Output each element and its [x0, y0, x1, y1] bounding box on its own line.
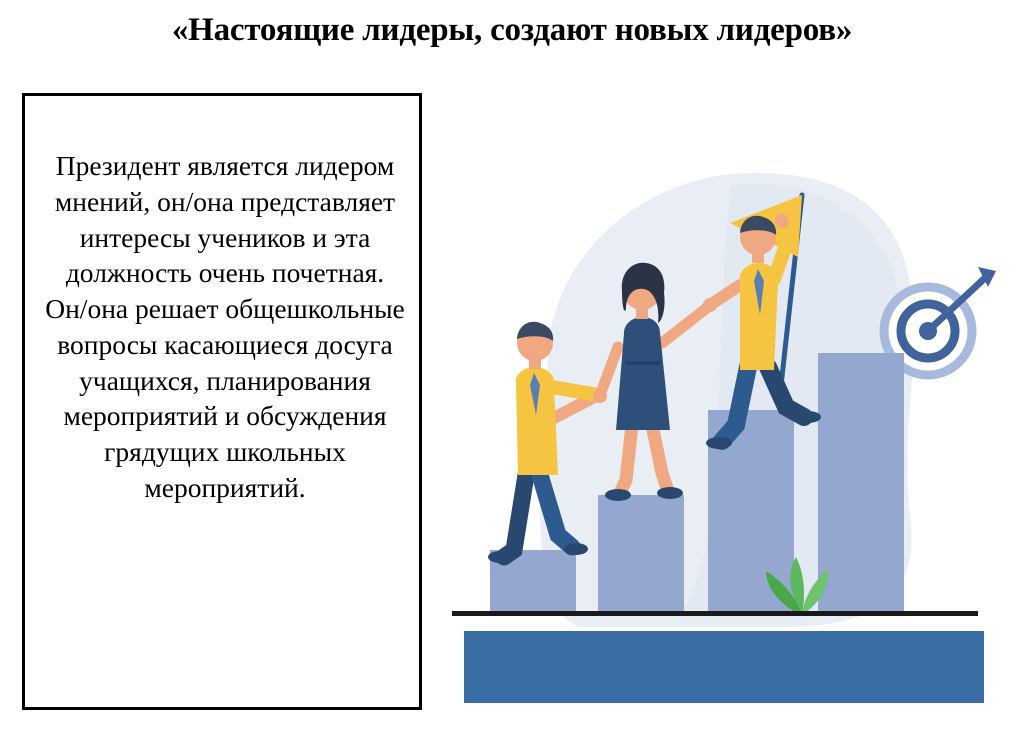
leadership-teamwork-illustration [430, 95, 1010, 715]
text-box-content [43, 148, 407, 506]
paragraph-1: Президент является лидером мнений, он/она представляет интересы учеников и эта должность очень почетная. [54, 150, 396, 289]
paragraph-2: Он/она решает общешкольные вопросы касающиеся досуга учащихся, планирования мероприятий и обсуждения грядущих школьных мероприятий. [45, 293, 405, 503]
text-box [22, 93, 422, 710]
page-title: «Настоящие лидеры, создают новых лидеров» [171, 12, 853, 48]
ground-line [452, 611, 978, 616]
footer-band [464, 631, 984, 703]
